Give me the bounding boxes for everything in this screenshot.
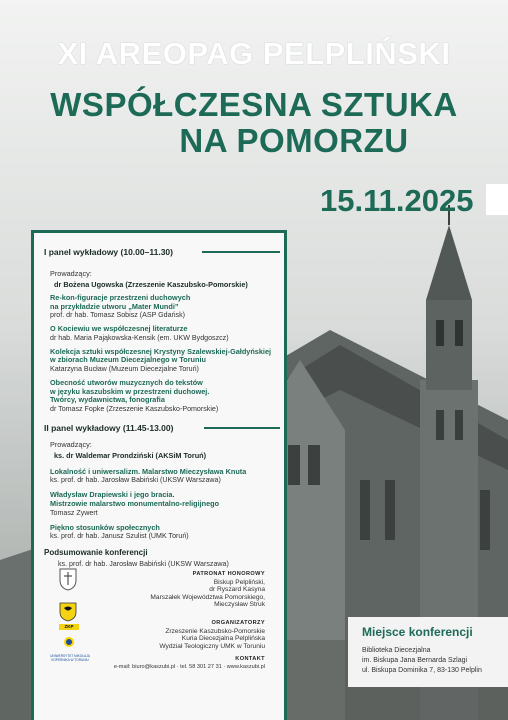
- panel2-talk-3: [44, 524, 280, 542]
- panel2-heading: [44, 423, 280, 433]
- organizer-line: Wydział Teologiczny UMK w Toruniu: [159, 642, 265, 650]
- umk-logo-caption: UNIWERSYTET MIKOŁAJA KOPERNIKA W TORUNIU: [50, 654, 90, 662]
- panel2-rule: [204, 427, 280, 429]
- panel1-rule: [202, 251, 280, 253]
- panel1-moderator: dr Bożena Ugowska (Zrzeszenie Kaszubsko-Pomorskie): [54, 280, 248, 289]
- panel2-title: II panel wykładowy (11.45-13.00): [44, 422, 174, 433]
- talk-title: w zbiorach Muzeum Diecezjalnego w Toruniu: [50, 355, 206, 365]
- talk-title: Obecność utworów muzycznych do tekstów: [50, 377, 203, 387]
- panel1-heading: [44, 247, 280, 257]
- summary-author: ks. prof. dr hab. Jarosław Babiński (UKSW Warszawa): [58, 560, 229, 569]
- umk-logo-icon: [62, 635, 76, 655]
- program-content: [44, 247, 280, 569]
- panel1-moderators-label: Prowadzący:: [50, 269, 92, 278]
- zkp-label: ZKP: [59, 624, 79, 630]
- summary-title: Podsumowanie konferencji: [44, 548, 148, 558]
- talk-title: w języku kaszubskim w przestrzeni duchowej.: [50, 386, 210, 396]
- panel1-talk-4: [44, 379, 280, 414]
- talk-title: Twórcy, wydawnictwa, fonografia: [50, 395, 165, 405]
- contact-line: e-mail: biuro@kaszubi.pl · tel. 58 301 27 31 · www.kaszubi.pl: [113, 663, 265, 670]
- venue-line: Biblioteka Diecezjalna: [362, 647, 431, 654]
- conference-date: 15.11.2025: [320, 183, 474, 218]
- talk-author: dr Tomasz Fopke (Zrzeszenie Kaszubsko-Pomorskie): [50, 404, 219, 413]
- organizers-list: [159, 620, 265, 650]
- contact-block: [114, 656, 265, 671]
- venue-line: ul. Biskupa Dominika 7, 83-130 Pelplin: [362, 667, 482, 674]
- panel1-talk-2: [44, 325, 280, 343]
- talk-author: dr hab. Maria Pająkowska-Kensik (em. UKW Bydgoszcz): [50, 333, 229, 342]
- panel2-talk-1: [44, 468, 280, 486]
- patronage-line: dr Ryszard Kasyna: [209, 586, 265, 594]
- diocese-coat-of-arms-icon: [58, 567, 78, 591]
- venue-box: [348, 617, 508, 687]
- panel1-talk-3: [44, 348, 280, 374]
- conference-title-line1: WSPÓŁCZESNA SZTUKA: [50, 86, 458, 123]
- contact-heading: KONTAKT: [235, 656, 265, 662]
- talk-author: prof. dr hab. Tomasz Sobisz (ASP Gdańsk): [50, 311, 185, 320]
- panel2-talk-2: [44, 491, 280, 517]
- talk-author: ks. prof. dr hab. Janusz Szulist (UMK Toruń): [50, 532, 189, 541]
- organizer-line: Zrzeszenie Kaszubsko-Pomorskie: [165, 627, 265, 635]
- zkp-logo-icon: [58, 601, 78, 623]
- venue-title: Miejsce konferencji: [362, 625, 473, 639]
- panel1-talk-1: [44, 294, 280, 320]
- organizer-line: Kuria Diecezjalna Pelplińska: [181, 635, 265, 643]
- talk-author: Tomasz Zywert: [50, 508, 98, 517]
- patronage-line: Mieczysław Struk: [214, 601, 265, 609]
- talk-title: Lokalność i uniwersalizm. Malarstwo Mieczysława Knuta: [50, 466, 247, 476]
- panel2-moderators-label: Prowadzący:: [50, 439, 92, 449]
- talk-title: O Kociewiu we współczesnej literaturze: [50, 324, 188, 334]
- panel1-title: I panel wykładowy (10.00–11.30): [44, 247, 173, 257]
- talk-title: Piękno stosunków społecznych: [50, 522, 160, 532]
- talk-title: Kolekcja sztuki współczesnej Krystyny Szalewskiej-Gałdyńskiej: [50, 346, 272, 356]
- decorative-block: [486, 184, 508, 215]
- panel2-moderator: ks. dr Waldemar Prondziński (AKSiM Toruń): [54, 450, 207, 460]
- patronage-block: [150, 571, 265, 609]
- talk-title: Re-kon-figuracje przestrzeni duchowych: [50, 293, 191, 302]
- conference-title-line2: NA POMORZU: [179, 122, 409, 159]
- organizers-block: [40, 565, 265, 715]
- venue-line: im. Biskupa Jana Bernarda Szlagi: [362, 657, 468, 664]
- talk-author: Katarzyna Bucław (Muzeum Diecezjalne Toruń): [50, 364, 199, 373]
- conference-edition-title: XI AREOPAG PELPLIŃSKI: [57, 36, 451, 71]
- patronage-line: Marszałek Województwa Pomorskiego,: [150, 593, 265, 601]
- organizers-heading: ORGANIZATORZY: [211, 620, 265, 626]
- talk-title: na przykładzie utworu „Mater Mundi”: [50, 301, 179, 311]
- patronage-heading: PATRONAT HONOROWY: [192, 571, 265, 577]
- talk-title: Władysław Drapiewski i jego bracia.: [50, 490, 175, 500]
- patronage-line: Biskup Pelpliński,: [213, 578, 265, 586]
- talk-author: ks. prof. dr hab. Jarosław Babiński (UKSW Warszawa): [50, 476, 221, 485]
- talk-title: Mistrzowie malarstwo monumentalno-religijnego: [50, 498, 220, 508]
